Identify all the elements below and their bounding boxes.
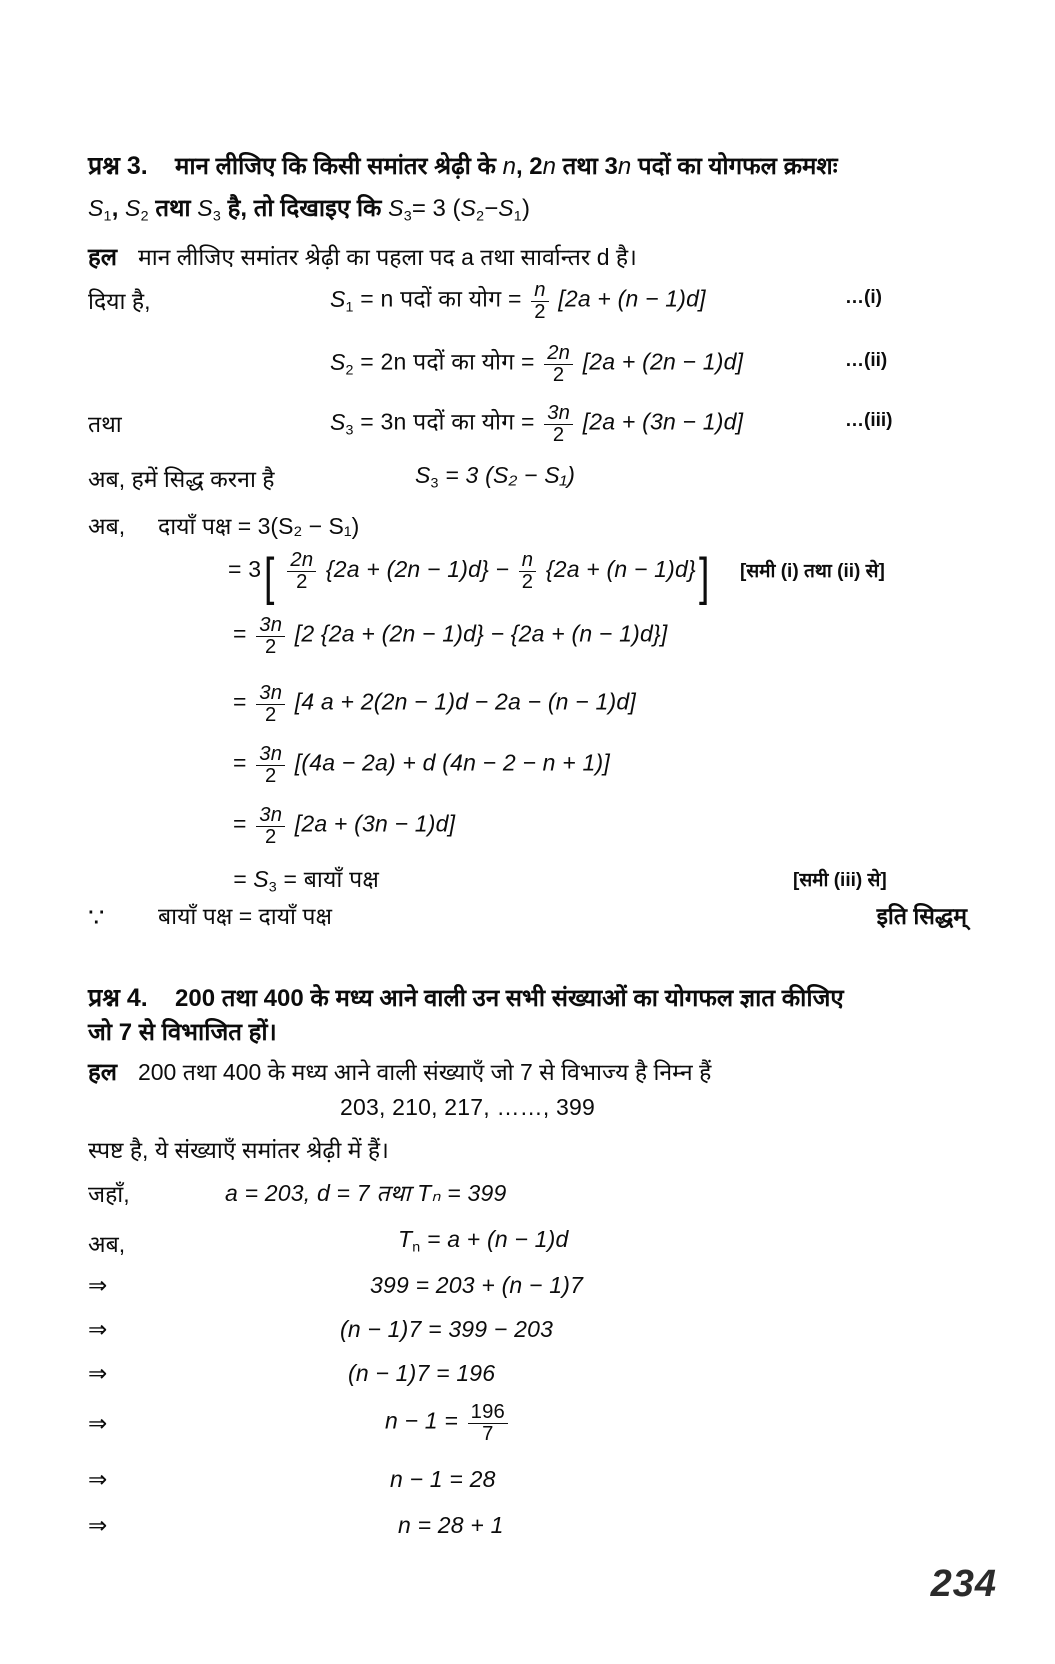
eq3-lhs-sub: 3 [345,422,354,439]
tn-formula [398,1226,569,1256]
eq3-fraction [544,403,573,445]
question-3-text-a: मान लीजिए कि किसी समांतर श्रेढ़ी के [175,153,496,180]
eq2-fraction [544,343,573,385]
step3-numerator: 3n [259,682,283,704]
given-label: दिया है, [88,288,151,314]
eq2-mid: = 2n पदों का योग = [360,348,535,375]
step4-rhs: [(4a − 2a) + d (4n − 2 − n + 1)] [294,749,610,776]
step5-denominator: 2 [256,826,285,848]
prove-equation [415,462,575,492]
q4-step4-denominator: 7 [468,1423,508,1445]
question-3-line-2: $S_1$, $S_2$ तथा $S_3$ है, तो दिखाइए कि $S_3= 3$ $(S_2-S_1)$ [88,195,530,225]
step2-fraction [256,615,285,657]
step5-numerator: 3n [259,804,283,826]
step6-post: = बायाँ पक्ष [283,866,380,892]
question-3-line2-close: ) [521,195,530,222]
q4-step-1: 399 = 203 + (n − 1)7 [370,1272,584,1298]
eq1-lhs: S [330,285,346,312]
solution-text-3: मान लीजिए समांतर श्रेढ़ी का पहला पद a तथा सार्वान्तर d है। [137,244,637,270]
s1-subscript: 1 [103,208,112,225]
question-4-text-1: 200 तथा 400 के मध्य आने वाली उन सभी संख्याओं का योगफल ज्ञात कीजिए [175,985,844,1012]
step3-rhs: [4 a + 2(2n − 1)d − 2a − (n − 1)d] [294,688,636,715]
rhs-label: दायाँ पक्ष = 3(S₂ − S₁) [158,513,360,539]
implies-icon-3: ⇒ [88,1360,108,1386]
prove-lhs: S [415,462,431,488]
step2-rhs: [2 {2a + (2n − 1)d} − {2a + (n − 1)d}] [294,620,668,647]
and-label: तथा [88,411,122,437]
s3-symbol-2: S [388,195,404,221]
prove-rhs: = 3 (S₂ − S₁) [445,462,576,488]
eq3-mid: = 3n पदों का योग = [360,408,535,435]
step3-denominator: 2 [256,704,285,726]
clear-text: स्पष्ट है, ये संख्याएँ समांतर श्रेढ़ी में हैं। [88,1137,389,1163]
question-3-line-1 [88,148,838,185]
question-3-line2-eq: = 3 ( [411,195,461,222]
variable-n-1: n [502,153,516,180]
derivation-step-4: = $\frac{3n}{2}$ [(4a − 2a) + d (4n − 2 − n + 1)] [233,743,610,787]
equation-2 [330,343,743,385]
question-4-label: प्रश्न 4. [88,984,148,1012]
step1-fraction-2 [519,550,536,592]
step1-part-2: {2a + (n − 1)d} [545,555,696,582]
implies-icon-4: ⇒ [88,1410,108,1436]
q4-step-5: n − 1 = 28 [390,1466,496,1492]
q4-step-4 [385,1402,511,1444]
derivation-step-1 [228,546,713,606]
eq3-lhs: S [330,408,346,435]
step4-denominator: 2 [256,765,285,787]
question-3-label: प्रश्न 3. [88,152,148,180]
eq1-mid: = n पदों का योग = [360,285,522,312]
derivation-step-3: = $\frac{3n}{2}$ [4 a + 2(2n − 1)d − 2a − (n − 1)d] [233,682,636,726]
eq2-reference: …(ii) [845,350,888,371]
q4-step-2: (n − 1)7 = 399 − 203 [340,1316,554,1342]
solution-label-3: हल [88,244,118,271]
eq3-denominator: 2 [544,424,573,446]
step1-den-2: 2 [519,571,536,593]
s2-symbol: S [125,195,141,221]
step1-fraction-1 [287,550,316,592]
step6-sub: 3 [268,879,277,896]
step6-note: [समी (iii) से] [793,870,887,891]
s1-subscript-2: 1 [513,208,522,225]
question-4-solution-line [88,1055,711,1089]
question-4-line-1 [88,980,844,1017]
prove-lhs-sub: 3 [430,475,439,492]
right-bracket-icon: ] [698,547,710,605]
step1-note: [समी (i) तथा (ii) से] [740,561,885,582]
q4-step4-lhs: n − 1 = [385,1407,459,1434]
variable-n-3: n [617,153,632,180]
eq1-rhs: [2a + (n − 1)d] [558,285,706,312]
tn-rhs: = a + (n − 1)d [426,1226,569,1252]
variable-n-2: n [542,153,556,180]
eq3-rhs: [2a + (3n − 1)d] [582,408,744,435]
question-3-solution-line [88,240,637,274]
page-number: 234 [930,1563,997,1605]
s3-symbol: S [197,195,213,221]
s1-symbol-2: S [498,195,514,221]
derivation-step-6 [233,862,379,896]
step1-prefix: = 3 [228,555,262,582]
question-3-line2-a: तथा [155,195,191,222]
question-3-line2-minus: − [484,195,499,222]
step4-numerator: 3n [259,743,283,765]
eq2-denominator: 2 [544,364,573,386]
implies-icon-2: ⇒ [88,1316,108,1342]
question-4-line-2: जो 7 से विभाजित हों। [88,1019,277,1046]
solution-text-4: 200 तथा 400 के मध्य आने वाली संख्याएँ जो 7 से विभाज्य है निम्न हैं [137,1059,712,1085]
step4-fraction [256,744,285,786]
sequence-text: 203, 210, 217, ……, 399 [340,1094,596,1120]
step1-num-2: n [521,549,534,572]
eq2-lhs-sub: 2 [345,362,354,379]
conclusion-text: बायाँ पक्ष = दायाँ पक्ष [158,903,332,929]
eq1-fraction [531,280,548,322]
prove-label: अब, हमें सिद्ध करना है [88,466,275,492]
eq2-rhs: [2a + (2n − 1)d] [582,348,744,375]
derivation-step-2: = $\frac{3n}{2}$ [2 {2a + (2n − 1)d} − {2a + (n − 1)d}] [233,614,668,658]
equation-3 [330,403,743,445]
question-3-text-d: पदों का योगफल क्रमशः [637,153,838,180]
eq3-numerator: 3n [547,402,571,424]
step5-rhs: [2a + (3n − 1)d] [294,810,456,837]
eq2-lhs: S [330,348,346,375]
step1-num-1: 2n [290,549,314,572]
s2-symbol-2: S [460,195,477,221]
eq1-numerator: n [534,279,546,301]
step5-fraction [256,805,285,847]
eq1-reference: …(i) [845,287,882,308]
q4-step4-numerator: 196 [470,1401,505,1423]
eq1-denominator: 2 [531,301,548,323]
now-label-4: अब, [88,1231,126,1257]
q4-step-6: n = 28 + 1 [398,1512,504,1538]
where-equation: a = 203, d = 7 तथा Tₙ = 399 [225,1180,507,1206]
implies-icon-6: ⇒ [88,1512,108,1538]
solution-label-4: हल [88,1059,118,1086]
question-3-text-c: तथा 3 [562,153,618,180]
s2-subscript-2: 2 [476,208,485,225]
s3-subscript-2: 3 [403,208,412,225]
left-bracket-icon: [ [264,547,275,605]
qed-text: इति सिद्धम् [876,903,967,929]
q4-step4-fraction [468,1402,508,1444]
question-3-text-b: , 2 [515,153,543,180]
step6-pre: = S [233,866,269,892]
step1-den-1: 2 [287,571,316,593]
derivation-step-5: = $\frac{3n}{2}$ [2a + (3n − 1)d] [233,804,456,848]
step1-part-1: {2a + (2n − 1)d} − [325,555,510,582]
s2-subscript: 2 [140,208,149,225]
implies-icon-5: ⇒ [88,1466,108,1492]
now-label-3: अब, [88,513,126,539]
eq3-reference: …(iii) [845,410,893,431]
implies-icon-1: ⇒ [88,1272,108,1298]
eq1-lhs-sub: 1 [345,299,354,316]
step2-numerator: 3n [259,614,283,636]
where-label: जहाँ, [88,1181,130,1207]
eq2-numerator: 2n [547,342,571,364]
step2-denominator: 2 [256,636,285,658]
tn-sub: n [412,1239,421,1256]
q4-step-3: (n − 1)7 = 196 [348,1360,496,1386]
therefore-icon: ∵ [88,902,105,932]
s1-symbol: S [88,195,104,221]
tn-lhs: T [398,1226,413,1252]
s3-subscript: 3 [212,208,221,225]
equation-1 [330,280,706,322]
step3-fraction [256,683,285,725]
question-3-line2-b: है, तो दिखाइए कि [227,195,382,222]
